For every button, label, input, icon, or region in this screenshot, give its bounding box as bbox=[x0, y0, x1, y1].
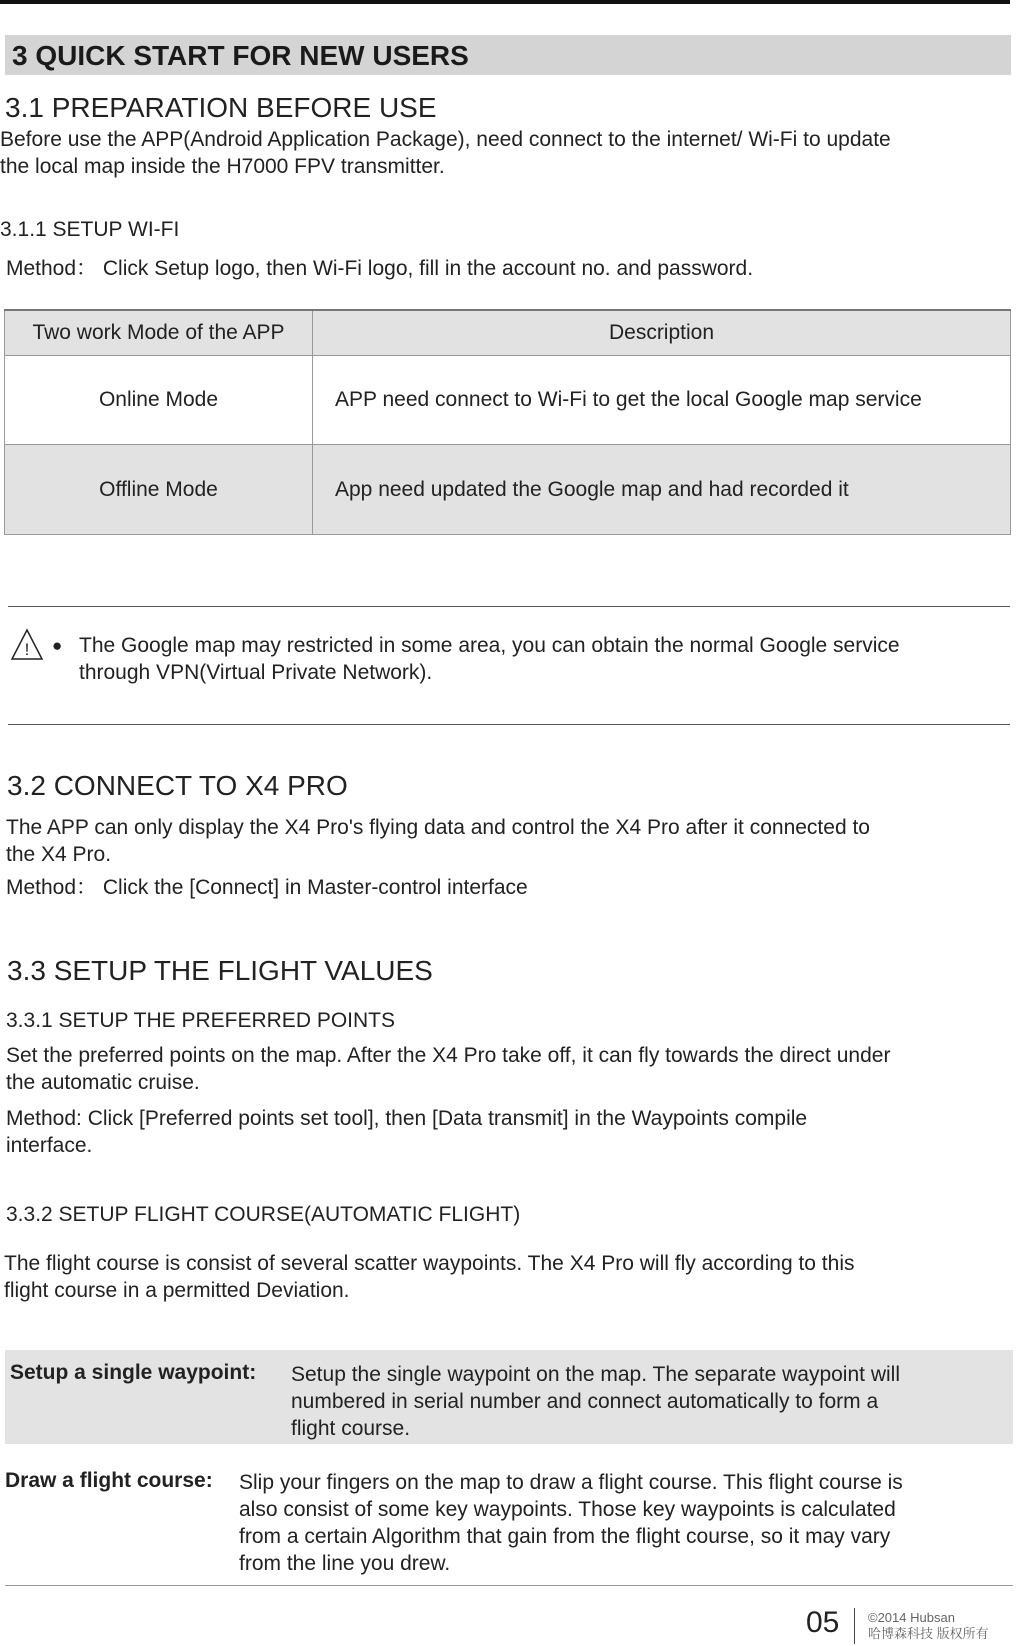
definition-text-line: flight course. bbox=[291, 1417, 411, 1440]
paragraph-3-3-1-line1: Set the preferred points on the map. After the X4 Pro take off, it can fly towards the direct under bbox=[6, 1044, 891, 1067]
definition-text-line: Slip your fingers on the map to draw a flight course. This flight course is bbox=[239, 1471, 903, 1494]
section-title-band bbox=[5, 35, 1011, 75]
paragraph-3-1-line1: Before use the APP(Android Application Package), need connect to the internet/ Wi-Fi to update bbox=[0, 128, 891, 151]
paragraph-3-3-1-line2: the automatic cruise. bbox=[6, 1071, 200, 1094]
svg-text:!: ! bbox=[24, 640, 30, 659]
description-cell: APP need connect to Wi-Fi to get the local Google map service bbox=[313, 356, 1011, 445]
notice-line2: through VPN(Virtual Private Network). bbox=[79, 661, 433, 684]
heading-3-3-2: 3.3.2 SETUP FLIGHT COURSE(AUTOMATIC FLIGHT) bbox=[6, 1203, 521, 1226]
table-header-description: Description bbox=[313, 310, 1011, 356]
definition-text-line: from the line you drew. bbox=[239, 1552, 451, 1575]
rights-text: 哈博森科技 版权所有 bbox=[868, 1626, 989, 1641]
table-row bbox=[5, 356, 1011, 445]
mode-cell: Offline Mode bbox=[5, 445, 313, 535]
copyright-text: ©2014 Hubsan bbox=[868, 1610, 955, 1625]
notice-top-rule bbox=[8, 606, 1010, 607]
heading-3-3-1: 3.3.1 SETUP THE PREFERRED POINTS bbox=[6, 1009, 395, 1032]
table-row bbox=[5, 445, 1011, 535]
heading-3-1: 3.1 PREPARATION BEFORE USE bbox=[5, 92, 437, 123]
definition-text-line: also consist of some key waypoints. Those key waypoints is calculated bbox=[239, 1498, 896, 1521]
wifi-method-text: Method： Click Setup logo, then Wi-Fi logo, fill in the account no. and password. bbox=[6, 257, 754, 280]
heading-3-1-1: 3.1.1 SETUP WI-FI bbox=[0, 218, 180, 241]
table-header-row bbox=[5, 310, 1011, 356]
heading-3-2: 3.2 CONNECT TO X4 PRO bbox=[7, 770, 348, 801]
footer-rule bbox=[5, 1585, 1013, 1586]
description-cell: App need updated the Google map and had recorded it bbox=[313, 445, 1011, 535]
paragraph-3-2-line2: the X4 Pro. bbox=[6, 843, 112, 866]
preferred-method-line1: Method: Click [Preferred points set tool], then [Data transmit] in the Waypoints compile bbox=[6, 1107, 808, 1130]
definition-text-line: Setup the single waypoint on the map. The separate waypoint will bbox=[291, 1363, 900, 1386]
footer-copyright bbox=[868, 1610, 989, 1642]
top-rule bbox=[0, 0, 1010, 4]
definition-term-draw-course: Draw a flight course: bbox=[5, 1469, 213, 1492]
definition-text-line: from a certain Algorithm that gain from the flight course, so it may vary bbox=[239, 1525, 891, 1548]
paragraph-3-3-2-line1: The flight course is consist of several scatter waypoints. The X4 Pro will fly according to this bbox=[4, 1252, 855, 1275]
footer-separator bbox=[854, 1608, 855, 1644]
definition-term-single-waypoint: Setup a single waypoint: bbox=[10, 1361, 257, 1384]
paragraph-3-3-2-line2: flight course in a permitted Deviation. bbox=[4, 1279, 350, 1302]
definition-text-line: numbered in serial number and connect automatically to form a bbox=[291, 1390, 879, 1413]
heading-3-3: 3.3 SETUP THE FLIGHT VALUES bbox=[7, 955, 433, 986]
notice-bullet: ● bbox=[52, 636, 63, 655]
table-header-mode: Two work Mode of the APP bbox=[5, 310, 313, 356]
mode-cell: Online Mode bbox=[5, 356, 313, 445]
preferred-method-line2: interface. bbox=[6, 1134, 93, 1157]
notice-bottom-rule bbox=[8, 724, 1010, 725]
paragraph-3-1-line2: the local map inside the H7000 FPV transmitter. bbox=[0, 155, 445, 178]
page-number: 05 bbox=[806, 1606, 840, 1639]
notice-line1: The Google map may restricted in some area, you can obtain the normal Google service bbox=[79, 634, 900, 657]
warning-triangle-icon bbox=[10, 628, 44, 662]
section-title: 3 QUICK START FOR NEW USERS bbox=[12, 40, 469, 71]
paragraph-3-2-line1: The APP can only display the X4 Pro's flying data and control the X4 Pro after it connected to bbox=[6, 816, 870, 839]
connect-method-text: Method： Click the [Connect] in Master-control interface bbox=[6, 876, 528, 899]
work-modes-table bbox=[4, 309, 1011, 535]
